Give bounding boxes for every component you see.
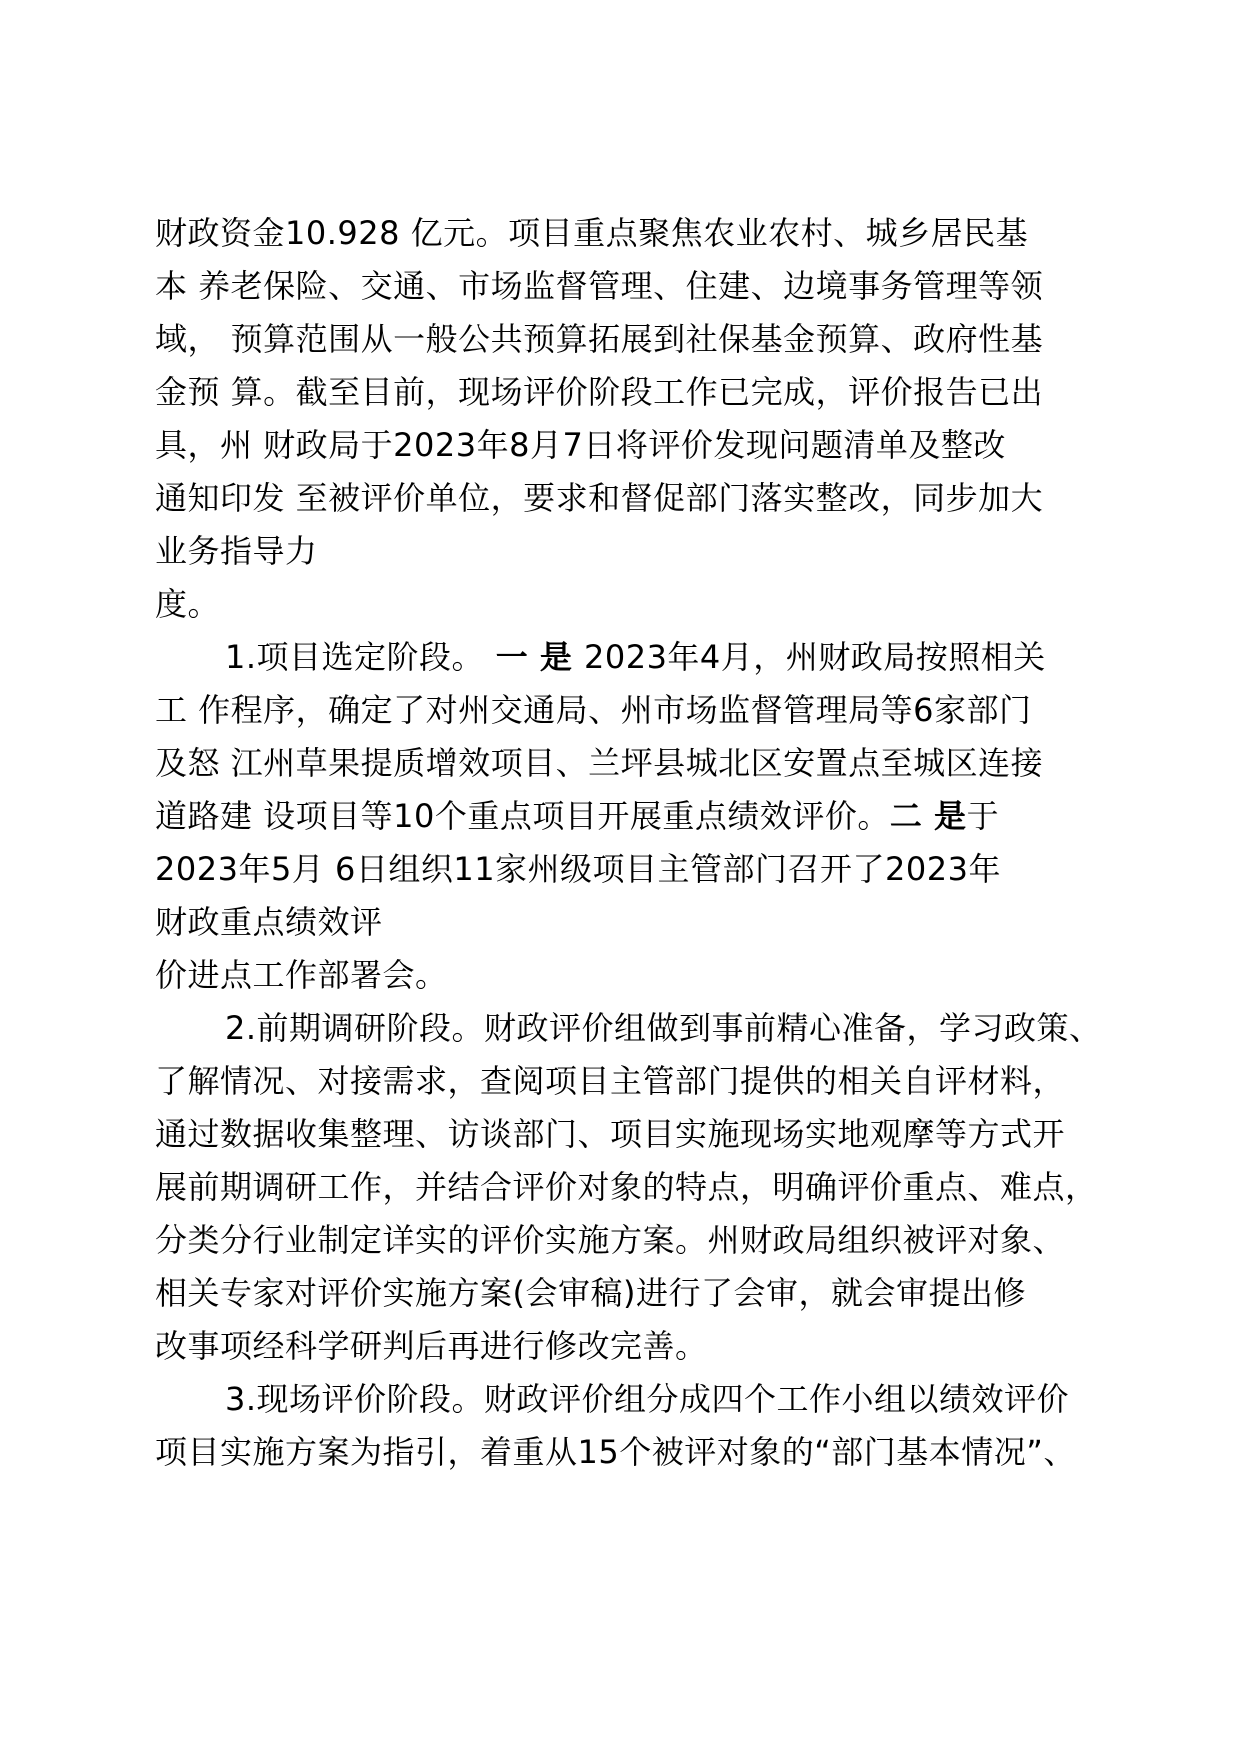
text-line: 通知印发 至被评价单位，要求和督促部门落实整改，同步加大 [155, 479, 1044, 517]
text-line: 通过数据收集整理、访谈部门、项目实施现场实地观摩等方式开 [155, 1115, 1066, 1153]
text-line: 改事项经科学研判后再进行修改完善。 [155, 1327, 708, 1365]
text-line: 工 作程序，确定了对州交通局、州市场监督管理局等6家部门 [155, 691, 1032, 729]
text-line: 分类分行业制定详实的评价实施方案。州财政局组织被评对象、 [155, 1221, 1066, 1259]
text-line: 财政重点绩效评 [155, 903, 383, 941]
text-line: 项目实施方案为指引，着重从15个被评对象的“部门基本情况”、 [155, 1433, 1076, 1471]
section-heading: 1.项目选定阶段。 [225, 638, 485, 676]
text-line: 财政资金10.928 亿元。项目重点聚焦农业农村、城乡居民基 [155, 214, 1029, 252]
text-line [225, 637, 1046, 677]
text-line: 具，州 财政局于2023年8月7日将评价发现问题清单及整改 [155, 426, 1006, 464]
text-span: 2023年4月，州财政局按照相关 [583, 638, 1046, 676]
text-span: 于 [966, 797, 1000, 835]
text-line: 3.现场评价阶段。财政评价组分成四个工作小组以绩效评价 [225, 1380, 1070, 1418]
text-line [155, 796, 999, 836]
emphasis-text: 二 是 [889, 797, 967, 835]
text-line: 展前期调研工作，并结合评价对象的特点，明确评价重点、难点， [155, 1168, 1098, 1206]
text-line: 度。 [155, 585, 221, 623]
text-span: 道路建 设项目等10个重点项目开展重点绩效评价。 [155, 797, 890, 835]
text-line: 2023年5月 6日组织11家州级项目主管部门召开了2023年 [155, 850, 1001, 888]
emphasis-text: 一 是 [484, 638, 584, 676]
text-line: 相关专家对评价实施方案(会审稿)进行了会审，就会审提出修 [155, 1274, 1026, 1312]
text-line: 了解情况、对接需求，查阅项目主管部门提供的相关自评材料， [155, 1062, 1066, 1100]
text-line: 2.前期调研阶段。财政评价组做到事前精心准备，学习政策、 [225, 1009, 1102, 1047]
text-line: 及怒 江州草果提质增效项目、兰坪县城北区安置点至城区连接 [155, 744, 1044, 782]
text-line: 金预 算。截至目前，现场评价阶段工作已完成，评价报告已出 [155, 373, 1044, 411]
text-line: 业务指导力 [155, 532, 318, 570]
text-line: 本 养老保险、交通、市场监督管理、住建、边境事务管理等领 [155, 267, 1044, 305]
text-line: 价进点工作部署会。 [155, 956, 448, 994]
text-line: 域， 预算范围从一般公共预算拓展到社保基金预算、政府性基 [155, 320, 1044, 358]
